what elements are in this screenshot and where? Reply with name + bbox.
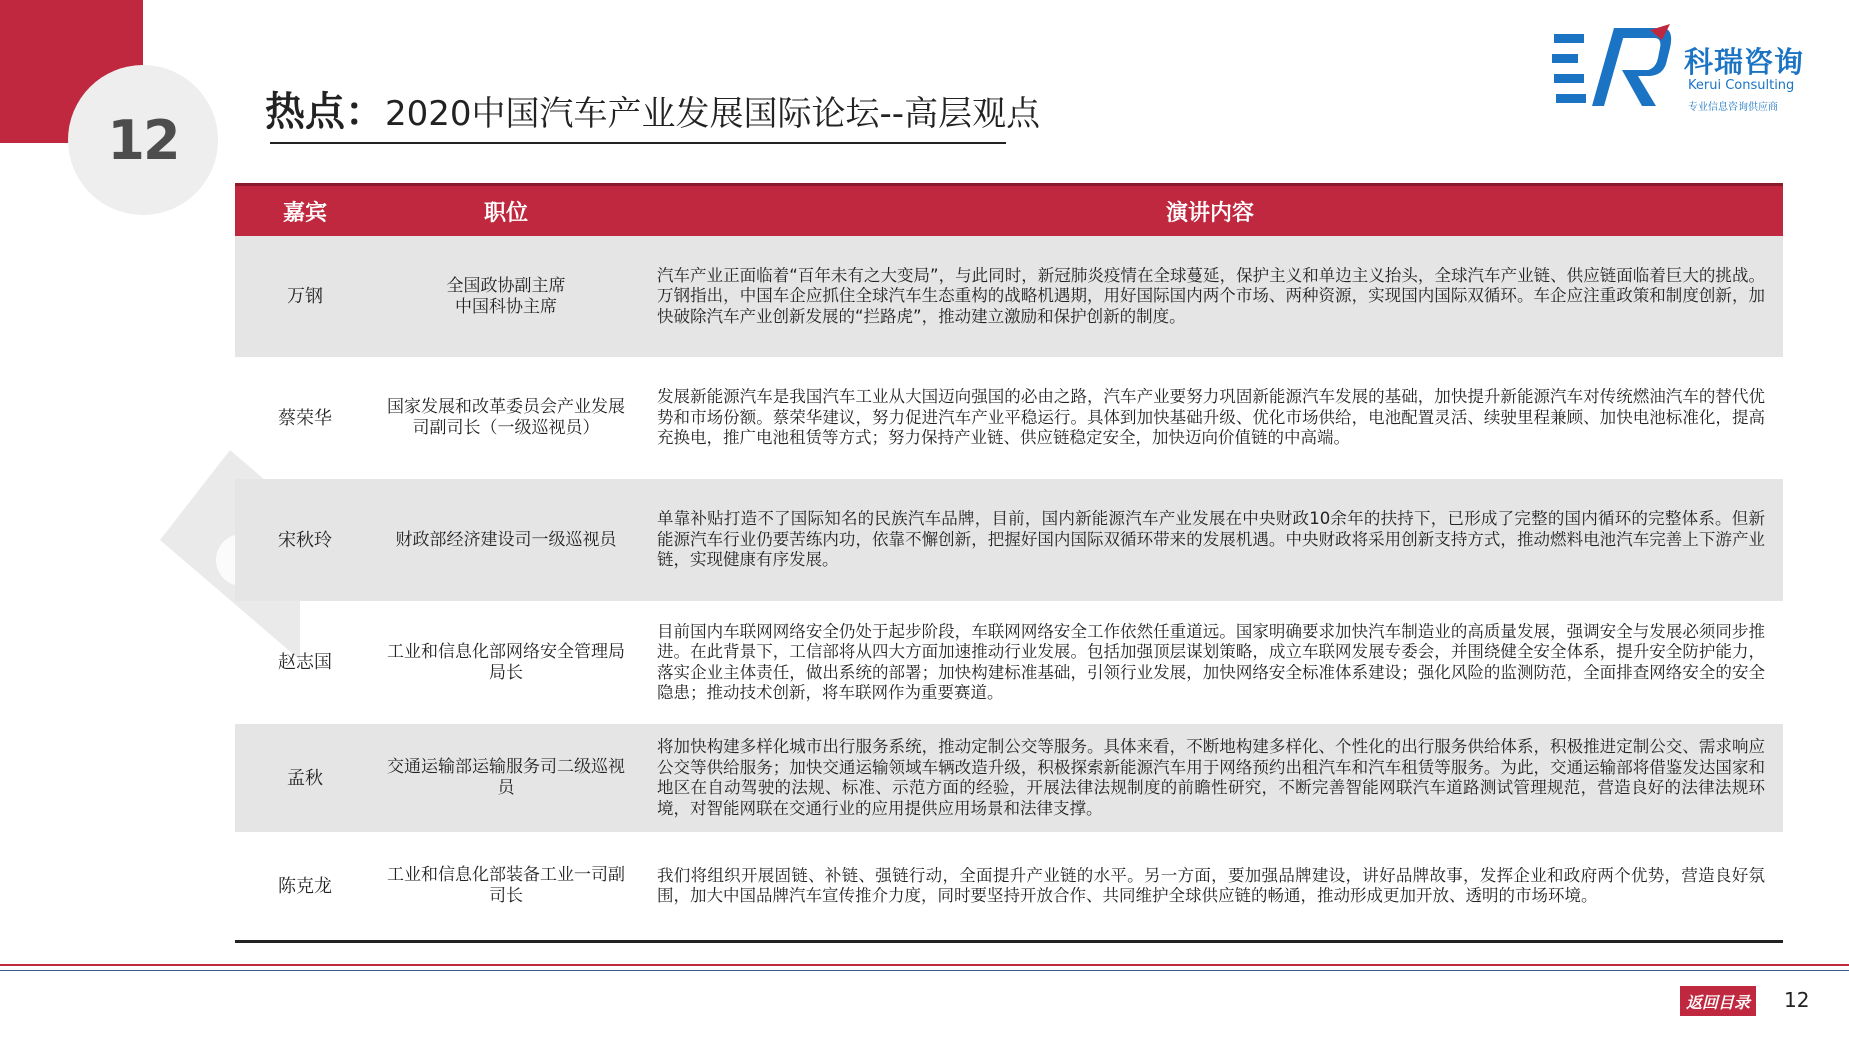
title-hot-label: 热点： [265,89,385,135]
guest-name: 孟秋 [287,767,323,789]
page-number-badge: 12 [68,65,218,215]
guest-position: 工业和信息化部网络安全管理局局长 [387,641,625,683]
logo-name-cn: 科瑞咨询 [1684,45,1805,79]
title-underline [270,142,1006,144]
viewpoints-table [235,183,1783,943]
speech-content: 汽车产业正面临着“百年未有之大变局”，与此同时，新冠肺炎疫情在全球蔓延，保护主义和单边主义抬头，全球汽车产业链、供应链面临着巨大的挑战。万钢指出，中国车企应抓住全球汽车生态重构的战略机遇期，用好国际国内两个市场、两种资源，实现国内国际双循环。车企应注重政策和制度创新，加快破除汽车产业创新发展的“拦路虎”，推动建立激励和保护创新的制度。 [657,265,1765,326]
table-row [235,236,1783,357]
table-header [235,183,1783,236]
back-to-contents-button[interactable]: 返回目录 [1680,986,1756,1016]
guest-name: 蔡荣华 [278,407,332,429]
company-logo [1552,22,1807,117]
table-bottom-rule [235,940,1783,943]
header-content: 演讲内容 [1165,200,1254,226]
table-row [235,357,1783,479]
page-title [265,80,1040,137]
footer-page-number: 12 [1784,988,1810,1012]
table-row [235,724,1783,832]
footer-blue-line [0,970,1849,971]
guest-position: 工业和信息化部装备工业一司副司长 [387,865,625,906]
guest-name: 陈克龙 [278,875,332,897]
guest-position: 全国政协副主席 中国科协主席 [446,275,566,317]
guest-position: 国家发展和改革委员会产业发展司副司长（一级巡视员） [387,397,625,438]
speech-content: 单靠补贴打造不了国际知名的民族汽车品牌，目前，国内新能源汽车产业发展在中央财政10余年的扶持下，已形成了完整的国内循环的完整体系。但新能源汽车行业仍要苦练内功，依靠不懈创新，把握好国内国际双循环带来的发展机遇。中央财政将采用创新支持方式，推动燃料电池汽车完善上下游产业链，实现健康有序发展。 [657,509,1765,570]
speech-content: 目前国内车联网网络安全仍处于起步阶段，车联网网络安全工作依然任重道远。国家明确要求加快汽车制造业的高质量发展，强调安全与发展必须同步推进。在此背景下，工信部将从四大方面加速推动行业发展。包括加强顶层谋划策略，成立车联网发展专委会，并围绕健全安全体系，提升安全防护能力，落实企业主体责任，做出系统的部署；加快构建标准基础，引领行业发展，加快网络安全标准体系建设；强化风险的监测防范，全面排查网络安全的安全隐患；推动技术创新，将车联网作为重要赛道。 [657,621,1765,702]
header-guest: 嘉宾 [282,200,327,226]
speech-content: 发展新能源汽车是我国汽车工业从大国迈向强国的必由之路，汽车产业要努力巩固新能源汽车发展的基础，加快提升新能源汽车对传统燃油汽车的替代优势和市场份额。蔡荣华建议，努力促进汽车产业平稳运行。具体到加快基础升级、优化市场供给，电池配置灵活、续驶里程兼顾、加快电池标准化，提高充换电，推广电池租赁等方式；努力保持产业链、供应链稳定安全，加快迈向价值链的中高端。 [657,387,1765,448]
logo-name-en: Kerui Consulting [1688,78,1795,93]
header-position: 职位 [483,200,528,226]
table-row [235,479,1783,601]
guest-name: 赵志国 [278,652,332,673]
speech-content: 我们将组织开展固链、补链、强链行动，全面提升产业链的水平。另一方面，要加强品牌建设，讲好品牌故事，发挥企业和政府两个优势，营造良好氛围，加大中国品牌汽车宣传推介力度，同时要坚持开放合作、共同维护全球供应链的畅通，推动形成更加开放、透明的市场环境。 [657,865,1765,905]
title-text: 2020中国汽车产业发展国际论坛--高层观点 [385,94,1041,134]
logo-tagline: 专业信息咨询供应商 [1688,102,1778,113]
table-row [235,601,1783,724]
guest-name: 宋秋玲 [278,529,332,551]
speech-content: 将加快构建多样化城市出行服务系统，推动定制公交等服务。具体来看，不断地构建多样化、个性化的出行服务供给体系，积极推进定制公交、需求响应公交等供给服务；加快交通运输领域车辆改造升级，积极探索新能源汽车用于网络预约出租汽车和汽车租赁等服务。为此，交通运输部将借鉴发达国家和地区在自动驾驶的法规、标准、示范方面的经验，开展法律法规制度的前瞻性研究，不断完善智能网联汽车道路测试管理规范，营造良好的法律法规环境，对智能网联在交通行业的应用提供应用场景和法律支撑。 [657,737,1765,818]
guest-position: 财政部经济建设司一级巡视员 [395,529,617,550]
footer-red-line [0,964,1849,966]
kerui-logo-icon [1552,22,1677,117]
guest-position: 交通运输部运输服务司二级巡视员 [387,757,625,798]
table-row [235,832,1783,940]
guest-name: 万钢 [287,286,323,307]
